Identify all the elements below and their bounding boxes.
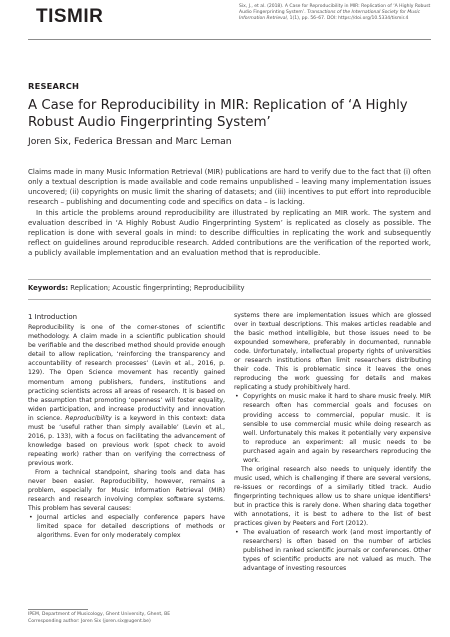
footnote-corresponding[interactable]: Corresponding author: Joren Six (joren.six@ugent.be) — [28, 618, 151, 624]
abstract-paragraph-2: In this article the problems around reproducibility are illustrated by replicating an MIR work. The system and evaluation described in ‘A Highly Robust Audio Fingerprinting System’ is replicated as closely as possible. The replication is done with several goals in mind: to describe difficulties in replicating the work and subsequently reflect on guidelines around reproducible research. Added contributions are the verification of the reported work, a publicly available implementation and an evaluation method that is reproducible. — [28, 208, 431, 258]
header-divider — [28, 39, 431, 40]
intro-heading: 1 Introduction — [28, 313, 78, 321]
footnote-divider — [28, 609, 88, 610]
keywords-divider-top — [28, 279, 431, 280]
keywords-label: Keywords: — [28, 284, 69, 292]
cause-bullet-1-continued: systems there are implementation issues which are glossed over in textual descriptions. This makes articles readable and the basic method intelligible, but those issues need to be expounded somewhere, preferably in documented, runnable code. Unfortunately, intellectual property rights of universities or research institutions often limit researchers distributing their code. This is problematic since it leaves the ones reproducing the work guessing for details and makes replicating a study prohibitively hard. — [234, 312, 431, 392]
article-title: A Case for Reproducibility in MIR: Replication of ‘A Highly Robust Audio Fingerprinting System’ — [28, 98, 408, 130]
abstract — [28, 167, 431, 258]
cause-bullet-2: • Copyrights on music make it hard to share music freely. MIR research often has commercial goals and focuses on providing access to commercial, popular music. It is sensible to use commercial music while doing research as well. Unfortunately this makes it potentially very expensive to reproduce an experiment: all music needs to be purchased again and again by researchers reproducing the work. — [234, 392, 431, 464]
footnote — [28, 612, 225, 625]
article-authors: Joren Six, Federica Bressan and Marc Leman — [28, 136, 232, 147]
citation-journal: Transactions of the International Society for Music Information Retrieval, — [239, 10, 421, 22]
citation-doi[interactable]: 1(1), pp. 56–67. DOI: https://doi.org/10.5334/tismir.4 — [289, 16, 409, 22]
abstract-paragraph-1: Claims made in many Music Information Retrieval (MIR) publications are hard to verify due to the fact that (i) often only a textual description is made available and code remains unpublished – leaving many implementation issues uncovered; (ii) copyrights on music limit the sharing of datasets; and (iii) incentives to put effort into reproducible research – publishing and documenting code and specifics on data – is lacking. — [28, 168, 431, 207]
right-column — [234, 311, 431, 573]
cause-bullet-1: • Journal articles and especially conference papers have limited space for detailed descriptions of methods or algorithms. Even for only moderately complex — [28, 513, 225, 540]
left-column — [28, 312, 225, 540]
cause-bullet-2-continued: The original research also needs to uniquely identify the music used, which is challenging if there are several versions, re-issues or recordings of a similarly titled track. Audio fingerprinting techniques allow us to share unique identifiers¹ but in practice this is rarely done. When sharing data together with annotations, it is best to adhere to the list of best practices given by Peeters and Fort (2012). — [234, 465, 431, 528]
citation-text: Six, J., et al. (2018). A Case for Reproducibility in MIR: Replication of ‘A Highly Robust Audio Fingerprinting System’. — [239, 4, 431, 16]
keywords — [28, 284, 245, 292]
section-label: RESEARCH — [28, 81, 80, 91]
keywords-text: Replication; Acoustic fingerprinting; Reproducibility — [70, 284, 245, 292]
cause-bullet-3: • The evaluation of research work (and most importantly of researchers) is often based on the number of articles published in ranked scientific journals or conferences. Other types of scientific products are not valued as much. The advantage of investing resources — [234, 528, 431, 573]
keywords-divider-bottom — [28, 299, 431, 300]
citation-block — [239, 4, 431, 23]
footnote-affiliation: IPEM, Department of Musicology, Ghent University, Ghent, BE — [28, 612, 171, 617]
intro-paragraph-2: From a technical standpoint, sharing tools and data has never been easier. Reproducibility, however, remains a problem, especially for Music Information Retrieval (MIR) research and research involving complex software systems. This problem has several causes: — [28, 468, 225, 513]
journal-logo[interactable]: TISMIR — [36, 6, 104, 27]
intro-paragraph-1: Reproducibility is one of the corner-stones of scientific methodology. A claim made in a scientific publication should be verifiable and the described method should provide enough detail to allow replication, ‘reinforcing the transparency and accountability of research processes’ (Levin et al., 2016, p. 129). The Open Science movement has recently gained momentum among publishers, funders, institutions and practicing scientists across all areas of research. It is based on the assumption that promoting ‘openness’ will foster equality, widen participation, and increase productivity and innovation in science. Reproducibility is a keyword in this context: data must be ‘useful rather than simply available’ (Levin et al., 2016, p. 133), with a focus on facilitating the advancement of knowledge based on previous work (spot check to avoid repeating work) rather than on verifying the correctness of previous work. — [28, 324, 225, 467]
